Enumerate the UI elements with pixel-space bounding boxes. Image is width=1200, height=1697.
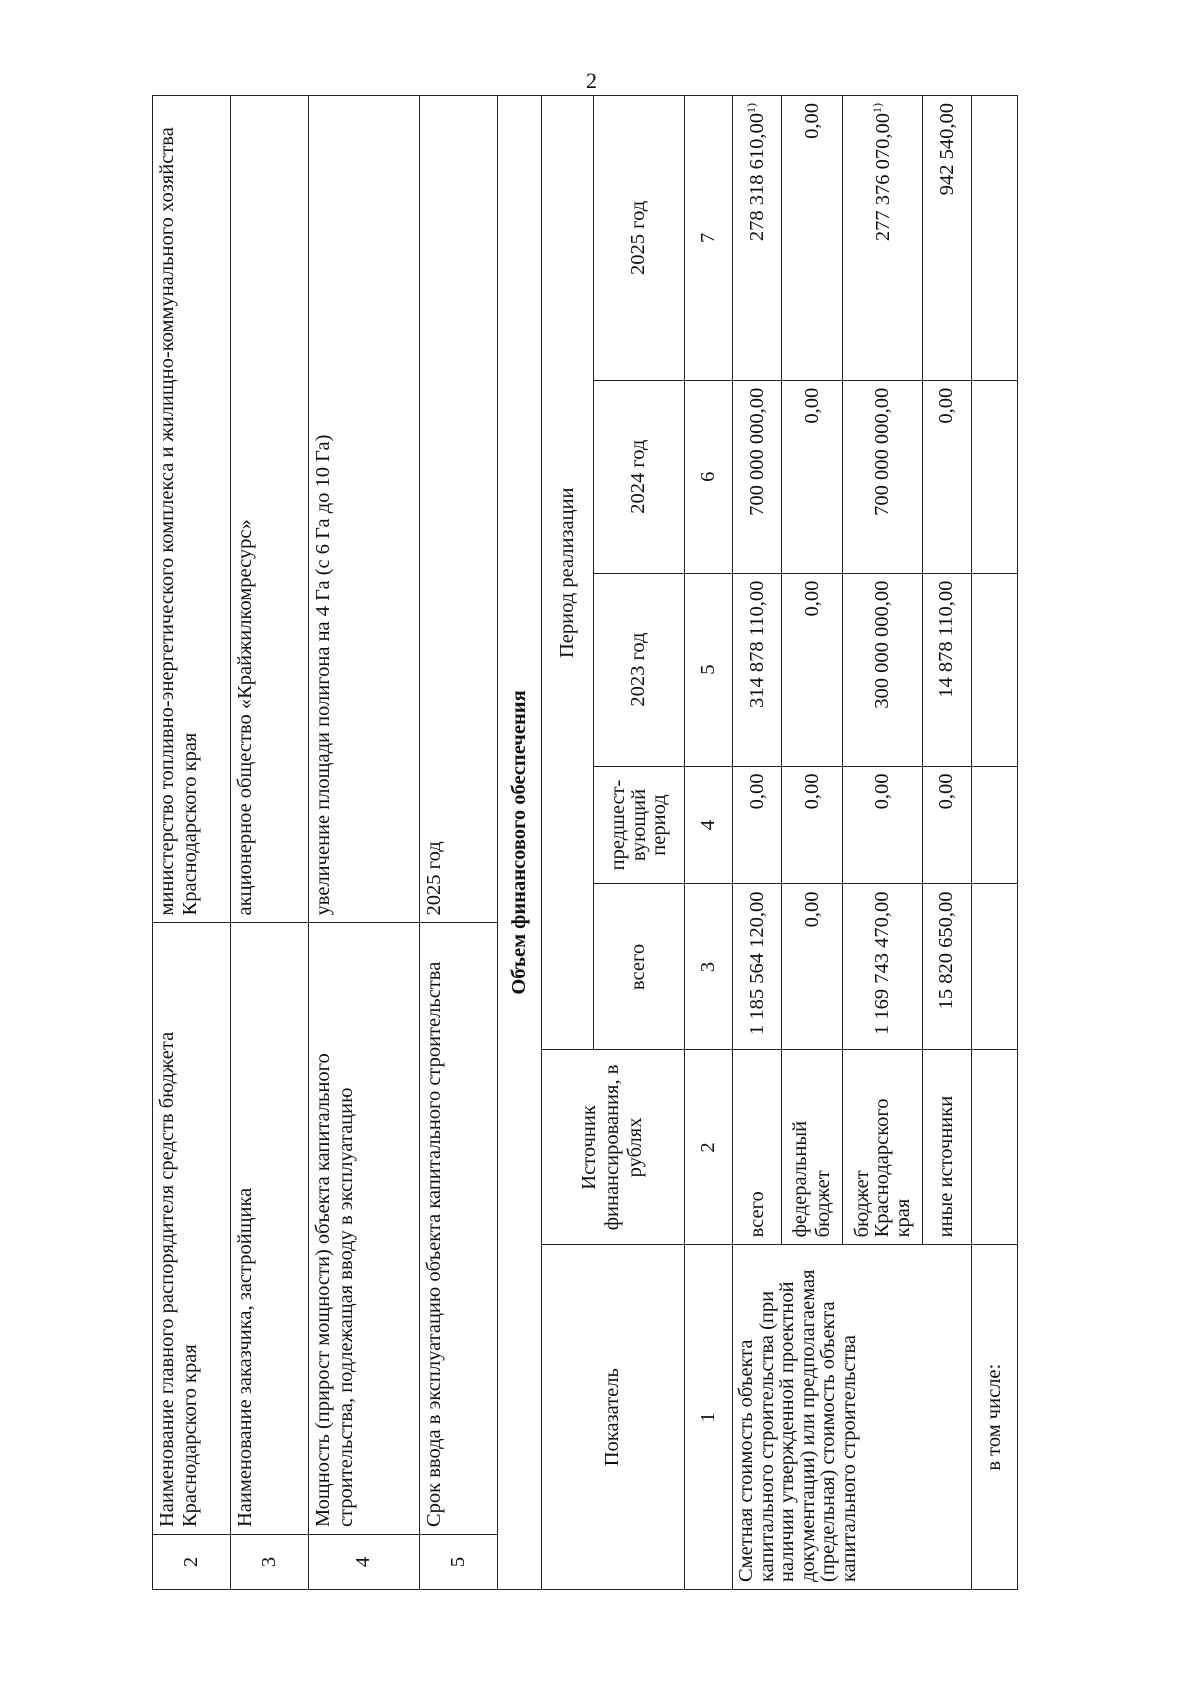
source-cell: бюджет Краснодарского края bbox=[843, 1050, 922, 1245]
row-label: Наименование заказчика, застройщика bbox=[230, 923, 308, 1535]
year-2023-cell: 300 000 000,00 bbox=[843, 573, 922, 766]
year-2025-value: 0,00 bbox=[801, 103, 824, 139]
source-cell: иные источники bbox=[922, 1050, 971, 1245]
preceding-cell: 0,00 bbox=[733, 766, 782, 884]
total-cell: 15 820 650,00 bbox=[922, 884, 971, 1050]
info-row bbox=[230, 96, 308, 1590]
page-number: 2 bbox=[586, 68, 597, 93]
column-number: 3 bbox=[684, 884, 733, 1050]
empty-cell bbox=[971, 766, 1017, 884]
row-number: 5 bbox=[419, 1535, 497, 1590]
info-row bbox=[308, 96, 419, 1590]
rotated-table-area bbox=[152, 95, 1019, 1590]
year-2025-header: 2025 год bbox=[594, 96, 684, 381]
indicator-label: Сметная стоимость объекта капитального строительства (при наличии утвержденной проектной документации) или предполагаемая (предельная) стоимость объекта капитального строительства bbox=[733, 1245, 971, 1590]
indicator-header: Показатель bbox=[542, 1245, 685, 1590]
column-number: 4 bbox=[684, 766, 733, 884]
finance-table bbox=[541, 95, 1018, 1590]
year-2025-value: 277 376 070,00 bbox=[871, 113, 894, 242]
row-number: 3 bbox=[230, 1535, 308, 1590]
year-2024-cell: 700 000 000,00 bbox=[733, 380, 782, 573]
empty-cell bbox=[971, 380, 1017, 573]
row-value: увеличение площади полигона на 4 Га (с 6 Га до 10 Га) bbox=[308, 96, 419, 923]
footnote-marker: 1) bbox=[869, 103, 884, 113]
table-row bbox=[733, 96, 782, 1590]
preceding-cell: 0,00 bbox=[922, 766, 971, 884]
year-2024-header: 2024 год bbox=[594, 380, 684, 573]
year-2025-cell bbox=[922, 96, 971, 381]
total-cell: 1 185 564 120,00 bbox=[733, 884, 782, 1050]
year-2024-cell: 0,00 bbox=[782, 380, 843, 573]
finance-title-row bbox=[497, 96, 541, 1590]
column-number: 5 bbox=[684, 573, 733, 766]
preceding-cell: 0,00 bbox=[782, 766, 843, 884]
row-label: Срок ввода в эксплуатацию объекта капитального строительства bbox=[419, 923, 497, 1535]
including-label: в том числе: bbox=[971, 1245, 1017, 1590]
source-cell: федеральный бюджет bbox=[782, 1050, 843, 1245]
row-number: 2 bbox=[153, 1535, 231, 1590]
empty-cell bbox=[971, 96, 1017, 381]
row-value: акционерное общество «Крайжилкомресурс» bbox=[230, 96, 308, 923]
row-value: министерство топливно-энергетического комплекса и жилищно-коммунального хозяйства Краснодарского края bbox=[153, 96, 231, 923]
row-number: 4 bbox=[308, 1535, 419, 1590]
year-2024-cell: 0,00 bbox=[922, 380, 971, 573]
info-row bbox=[153, 96, 231, 1590]
row-value: 2025 год bbox=[419, 96, 497, 923]
row-label: Наименование главного распорядителя средств бюджета Краснодарского края bbox=[153, 923, 231, 1535]
info-row bbox=[419, 96, 497, 1590]
column-numbers-row bbox=[684, 96, 733, 1590]
preceding-cell: 0,00 bbox=[843, 766, 922, 884]
year-2023-cell: 314 878 110,00 bbox=[733, 573, 782, 766]
total-header: всего bbox=[594, 884, 684, 1050]
preceding-header: предшест-вующий период bbox=[594, 766, 684, 884]
year-2023-cell: 14 878 110,00 bbox=[922, 573, 971, 766]
finance-title: Объем финансового обеспечения bbox=[497, 96, 541, 1590]
year-2023-header: 2023 год bbox=[594, 573, 684, 766]
empty-cell bbox=[971, 573, 1017, 766]
year-2024-cell: 700 000 000,00 bbox=[843, 380, 922, 573]
total-cell: 1 169 743 470,00 bbox=[843, 884, 922, 1050]
year-2025-cell bbox=[733, 96, 782, 381]
row-label: Мощность (прирост мощности) объекта капитального строительства, подлежащая вводу в эксплуатацию bbox=[308, 923, 419, 1535]
period-header: Период реализации bbox=[542, 96, 594, 1050]
year-2025-value: 278 318 610,00 bbox=[746, 113, 769, 242]
year-2025-cell bbox=[782, 96, 843, 381]
column-number: 7 bbox=[684, 96, 733, 381]
table-row bbox=[971, 96, 1017, 1590]
source-cell: всего bbox=[733, 1050, 782, 1245]
source-header: Источник финансирования, в рублях bbox=[542, 1050, 685, 1245]
column-number: 2 bbox=[684, 1050, 733, 1245]
footnote-marker: 1) bbox=[744, 103, 759, 113]
info-table bbox=[152, 95, 542, 1590]
empty-cell bbox=[971, 884, 1017, 1050]
year-2023-cell: 0,00 bbox=[782, 573, 843, 766]
year-2025-value: 942 540,00 bbox=[935, 103, 958, 196]
total-cell: 0,00 bbox=[782, 884, 843, 1050]
empty-cell bbox=[971, 1050, 1017, 1245]
header-row bbox=[542, 96, 594, 1590]
column-number: 1 bbox=[684, 1245, 733, 1590]
year-2025-cell bbox=[843, 96, 922, 381]
column-number: 6 bbox=[684, 380, 733, 573]
